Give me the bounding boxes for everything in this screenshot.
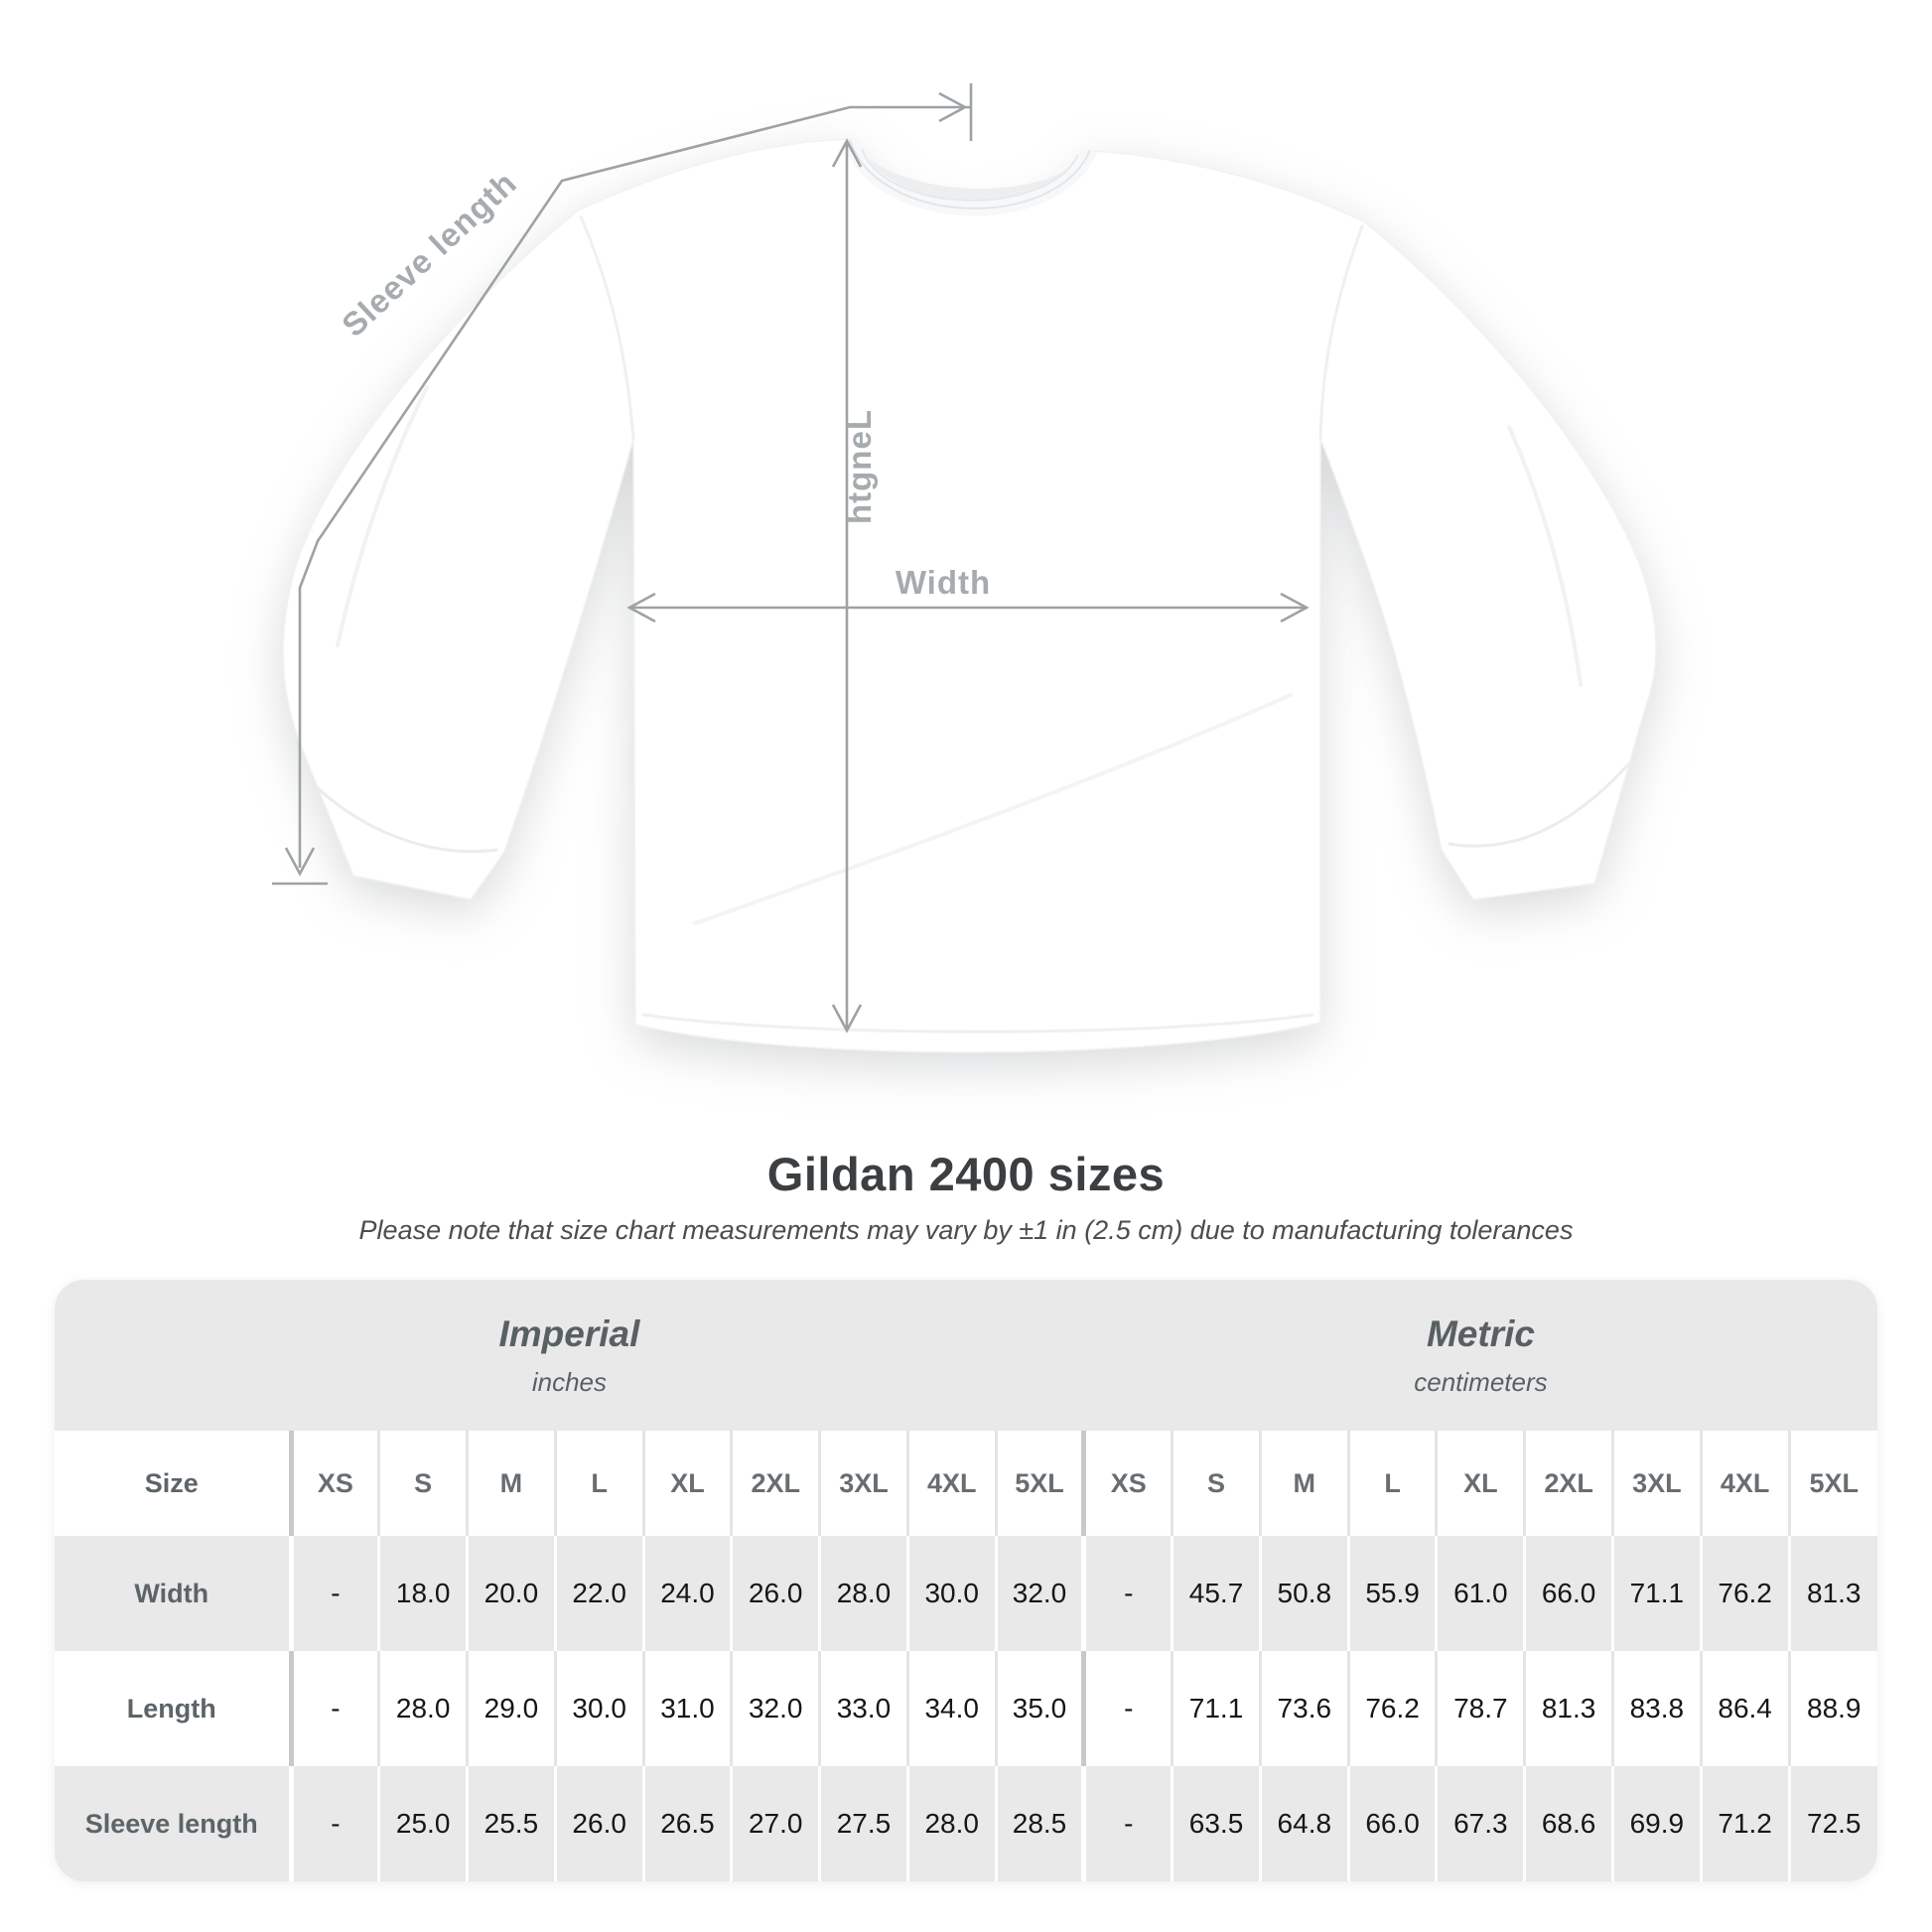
width-label: Width [895,564,992,601]
size-value-cell: 22.0 [555,1536,643,1651]
size-value-cell: 20.0 [468,1536,556,1651]
size-value-cell: 55.9 [1348,1536,1437,1651]
size-col-header: XS [1084,1431,1173,1536]
size-value-cell: 64.8 [1260,1766,1348,1881]
title-block [0,1148,1932,1246]
size-table [55,1280,1877,1881]
size-value-cell: 32.0 [732,1651,820,1766]
size-value-cell: 32.0 [996,1536,1084,1651]
size-value-cell: 81.3 [1789,1536,1877,1651]
size-value-cell: 35.0 [996,1651,1084,1766]
size-value-cell: - [1084,1651,1173,1766]
size-value-cell: 78.7 [1437,1651,1525,1766]
size-col-header: M [1260,1431,1348,1536]
imperial-unit: inches [531,1366,608,1397]
size-value-cell: 30.0 [907,1536,996,1651]
size-value-cell: 27.5 [820,1766,908,1881]
size-value-cell: 28.0 [820,1536,908,1651]
size-value-cell: 86.4 [1701,1651,1789,1766]
size-col-header: 4XL [1701,1431,1789,1536]
size-value-cell: 76.2 [1701,1536,1789,1651]
size-value-cell: - [291,1536,379,1651]
sleeve-length-label: Sleeve length [334,164,524,345]
size-value-cell: - [1084,1536,1173,1651]
size-value-cell: 66.0 [1525,1536,1613,1651]
imperial-label: Imperial [498,1312,640,1354]
size-value-cell: - [291,1766,379,1881]
size-value-cell: 61.0 [1437,1536,1525,1651]
metric-label: Metric [1426,1312,1535,1354]
unit-group-row [55,1280,1877,1431]
measurement-row-label: Width [55,1536,291,1651]
size-value-cell: 71.1 [1612,1536,1701,1651]
size-col-header: XS [291,1431,379,1536]
size-col-header: 5XL [996,1431,1084,1536]
size-col-header: 3XL [820,1431,908,1536]
size-col-header: 5XL [1789,1431,1877,1536]
size-col-header: S [379,1431,468,1536]
size-value-cell: 45.7 [1173,1536,1261,1651]
size-value-cell: 81.3 [1525,1651,1613,1766]
size-value-cell: 33.0 [820,1651,908,1766]
size-value-cell: 34.0 [907,1651,996,1766]
size-value-cell: 76.2 [1348,1651,1437,1766]
size-value-cell: - [291,1651,379,1766]
size-col-header: XL [643,1431,732,1536]
size-value-cell: 73.6 [1260,1651,1348,1766]
size-col-header: S [1173,1431,1261,1536]
size-value-cell: 28.0 [907,1766,996,1881]
metric-group-header [1084,1280,1877,1431]
size-col-header: 4XL [907,1431,996,1536]
size-value-cell: 29.0 [468,1651,556,1766]
size-value-cell: 26.0 [732,1536,820,1651]
length-label: htgneL [841,409,878,524]
size-value-cell: 27.0 [732,1766,820,1881]
size-value-cell: 66.0 [1348,1766,1437,1881]
size-value-cell: - [1084,1766,1173,1881]
size-value-cell: 28.5 [996,1766,1084,1881]
size-col-header: XL [1437,1431,1525,1536]
page-subtitle: Please note that size chart measurements may vary by ±1 in (2.5 cm) due to manufacturing tolerances [358,1215,1574,1246]
size-value-cell: 88.9 [1789,1651,1877,1766]
size-value-cell: 25.5 [468,1766,556,1881]
table-row [55,1536,1877,1651]
size-value-cell: 50.8 [1260,1536,1348,1651]
size-col-header: L [555,1431,643,1536]
size-col-header: 3XL [1612,1431,1701,1536]
size-value-cell: 26.5 [643,1766,732,1881]
size-value-cell: 30.0 [555,1651,643,1766]
size-col-header: 2XL [1525,1431,1613,1536]
size-col-header: 2XL [732,1431,820,1536]
size-value-cell: 18.0 [379,1536,468,1651]
size-column-header: Size [55,1431,291,1536]
size-value-cell: 68.6 [1525,1766,1613,1881]
size-value-cell: 28.0 [379,1651,468,1766]
size-value-cell: 25.0 [379,1766,468,1881]
metric-unit: centimeters [1414,1366,1548,1397]
measurement-row-label: Sleeve length [55,1766,291,1881]
measurement-row-label: Length [55,1651,291,1766]
size-value-cell: 26.0 [555,1766,643,1881]
size-value-cell: 83.8 [1612,1651,1701,1766]
size-header-row [55,1431,1877,1536]
size-value-cell: 69.9 [1612,1766,1701,1881]
imperial-group-header [55,1280,1084,1431]
size-value-cell: 71.2 [1701,1766,1789,1881]
size-value-cell: 24.0 [643,1536,732,1651]
size-value-cell: 63.5 [1173,1766,1261,1881]
table-row [55,1766,1877,1881]
size-value-cell: 31.0 [643,1651,732,1766]
table-row [55,1651,1877,1766]
size-value-cell: 67.3 [1437,1766,1525,1881]
size-col-header: L [1348,1431,1437,1536]
size-col-header: M [468,1431,556,1536]
size-table-container [55,1280,1877,1881]
size-value-cell: 71.1 [1173,1651,1261,1766]
page-title: Gildan 2400 sizes [766,1148,1166,1200]
size-value-cell: 72.5 [1789,1766,1877,1881]
